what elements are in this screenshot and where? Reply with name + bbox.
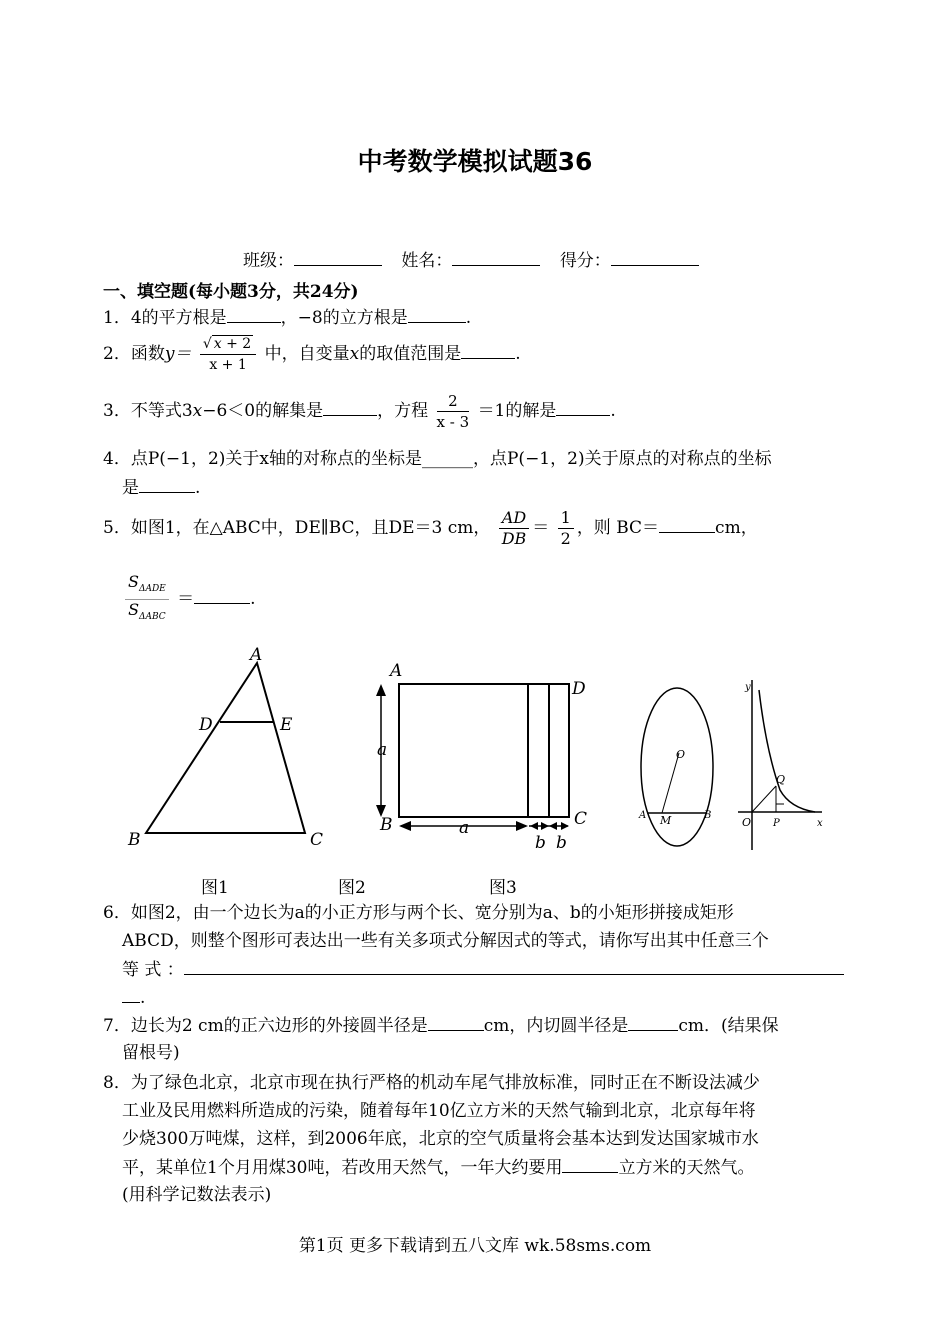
fig3-label-m: M	[660, 814, 672, 827]
question-8-line2: 工业及民用燃料所造成的污染，随着每年10亿立方米的天然气输到北京，北京每年将	[122, 1101, 756, 1121]
question-6-line2: ABCD，则整个图形可表达出一些有关多项式分解因式的等式，请你写出其中任意三个	[122, 931, 769, 951]
class-label: 班级：	[243, 251, 294, 271]
fraction-half: $\frac{1}{2}$	[558, 508, 574, 549]
question-5-area-ratio: $\frac{S_{\Delta ADE}}{S_{\Delta ABC}}$ ＝ .	[122, 572, 256, 627]
question-4-line2: 是 .	[122, 478, 201, 498]
figure-3-circle	[638, 688, 713, 846]
figure-3-hyperbola	[738, 680, 823, 850]
fig2-label-a-corner: A	[390, 661, 403, 681]
question-8: 8．为了绿色北京，北京市现在执行严格的机动车尾气排放标准，同时正在不断设法减少	[103, 1073, 760, 1093]
question-7: 7．边长为2 cm的正六边形的外接圆半径是 cm，内切圆半径是 cm．(结果保	[103, 1016, 779, 1036]
fig3-label-b: B	[704, 810, 712, 821]
fig2-label-d: D	[572, 679, 586, 699]
fig3b-label-y: y	[745, 682, 751, 693]
fig1-label-b: B	[128, 830, 141, 850]
fig1-label-c: C	[310, 830, 324, 850]
fig2-label-b1: b	[535, 833, 546, 853]
page-title: 中考数学模拟试题36	[357, 147, 593, 176]
question-7-line2: 留根号)	[122, 1043, 180, 1063]
question-8-line4: 平，某单位1个月用煤30吨，若改用天然气，一年大约要用 立方米的天然气。	[122, 1158, 755, 1178]
score-blank	[611, 249, 699, 266]
fig1-label-e: E	[280, 715, 293, 735]
caption-fig1: 图1	[201, 878, 229, 898]
question-6-line4: .	[122, 986, 145, 1009]
page-footer: 第1页 更多下载请到五八文库 wk.58sms.com	[298, 1236, 652, 1256]
question-8-line3: 少烧300万吨煤，这样，到2006年底，北京的空气质量将会基本达到发达国家城市水	[122, 1129, 759, 1149]
fig3-label-o: O	[676, 748, 686, 761]
question-5: 5．如图1，在△ABC中，DE∥BC，且DE＝3 cm， $\frac{AD}{DB}$ ＝ $\frac{1}{2}$ ，则 BC＝ cm，	[103, 508, 758, 548]
fig2-label-a-bottom: a	[459, 818, 470, 838]
question-8-line5: (用科学记数法表示)	[122, 1185, 272, 1205]
question-4: 4．点P(−1，2)关于x轴的对称点的坐标是______，点P(−1，2)关于原点的对称点的坐标	[103, 449, 772, 469]
fraction-q2: $\frac{√ x + 2}{x + 1}$	[200, 334, 256, 375]
figures-area	[0, 640, 950, 860]
section-heading: 一、填空题(每小题3分，共24分)	[103, 282, 359, 302]
figure-2-rectangle	[376, 661, 587, 853]
caption-fig2: 图2	[338, 878, 366, 898]
name-label: 姓名：	[401, 251, 453, 271]
fig3b-label-q: Q	[776, 773, 786, 786]
question-2: 2．函数y＝ $\frac{√ x + 2}{x + 1}$ 中，自变量x的取值范围是 .	[103, 336, 521, 373]
name-blank	[452, 249, 540, 266]
score-label: 得分：	[559, 251, 611, 271]
fig2-label-a-side: a	[377, 740, 388, 760]
fraction-area: $\frac{S_{\Delta ADE}}{S_{\Delta ABC}}$	[125, 572, 169, 627]
fig1-label-a: A	[250, 645, 263, 665]
fig3-label-a: A	[639, 810, 647, 821]
fraction-q3: $\frac{2}{x - 3}$	[436, 392, 470, 431]
fig3b-label-p: P	[773, 818, 780, 829]
header-fields	[243, 249, 699, 272]
class-blank	[294, 249, 382, 266]
question-3: 3．不等式3x−6＜0的解集是 ，方程 $\frac{2}{x - 3}$ ＝1的解是 .	[103, 392, 616, 431]
question-1: 1．4的平方根是 ，−8的立方根是 .	[103, 308, 472, 328]
figure-1-triangle	[127, 645, 323, 850]
fig2-label-b: B	[380, 815, 393, 835]
question-6: 6．如图2，由一个边长为a的小正方形与两个长、宽分别为a、b的小矩形拼接成矩形	[103, 903, 734, 923]
fig2-label-c: C	[574, 809, 588, 829]
fraction-ad-db: $\frac{AD}{DB}$	[499, 508, 529, 549]
fig3b-label-x: x	[817, 818, 823, 829]
question-6-line3: 等 式 ：	[122, 958, 844, 981]
fig1-label-d: D	[199, 715, 213, 735]
fig3b-label-o: O	[742, 816, 752, 829]
caption-fig3: 图3	[489, 878, 517, 898]
fig2-label-b2: b	[556, 833, 567, 853]
